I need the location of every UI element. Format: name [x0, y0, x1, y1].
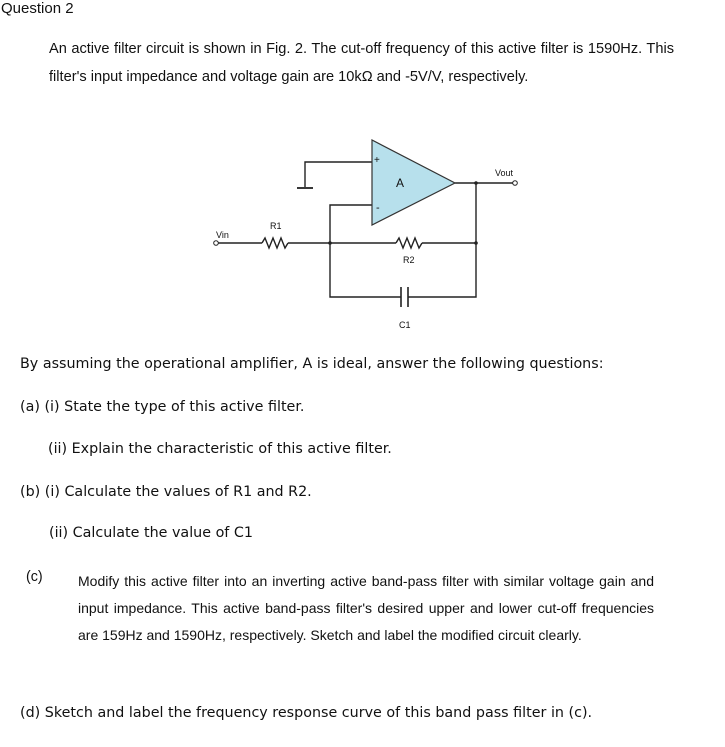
minus-sign: -	[376, 202, 380, 214]
c1-label: C1	[399, 320, 411, 330]
opamp-label: A	[396, 176, 405, 190]
problem-statement: An active filter circuit is shown in Fig. 2. The cut-off frequency of this active filter is 1590Hz. This filter's input impedance and voltage gain are 10kΩ and -5V/V, respectively.	[49, 41, 674, 85]
question-b-ii: (ii) Calculate the value of C1	[49, 525, 253, 541]
r2-resistor-icon	[396, 238, 422, 248]
assumption-text: By assuming the operational amplifier, A is ideal, answer the following questions:	[20, 356, 604, 372]
question-d: (d) Sketch and label the frequency response curve of this band pass filter in (c).	[20, 705, 593, 721]
plus-sign: +	[374, 155, 380, 166]
question-title: Question 2	[1, 0, 74, 17]
r2-label: R2	[403, 255, 415, 265]
ground-wire	[305, 162, 372, 187]
inverting-input-wire	[330, 205, 372, 243]
question-b-i: (b) (i) Calculate the values of R1 and R2.	[20, 484, 312, 500]
vin-terminal	[214, 241, 219, 246]
circuit-diagram	[0, 0, 725, 345]
vout-terminal	[513, 181, 518, 186]
question-c-text: Modify this active filter into an inverting active band-pass filter with similar voltage gain and input impedance. This active band-pass filter's desired upper and lower cut-off frequencies are 159Hz and 1590Hz, respectively. Sketch and label the modified circuit clearly.	[78, 573, 654, 643]
question-a-i: (a) (i) State the type of this active filter.	[20, 399, 305, 415]
r1-resistor-icon	[262, 238, 288, 248]
vin-label: Vin	[216, 230, 229, 240]
opamp-triangle	[372, 140, 455, 225]
question-a-ii: (ii) Explain the characteristic of this active filter.	[48, 441, 392, 457]
question-c-label: (c)	[26, 569, 43, 585]
r1-label: R1	[270, 221, 282, 231]
vout-label: Vout	[495, 168, 514, 178]
